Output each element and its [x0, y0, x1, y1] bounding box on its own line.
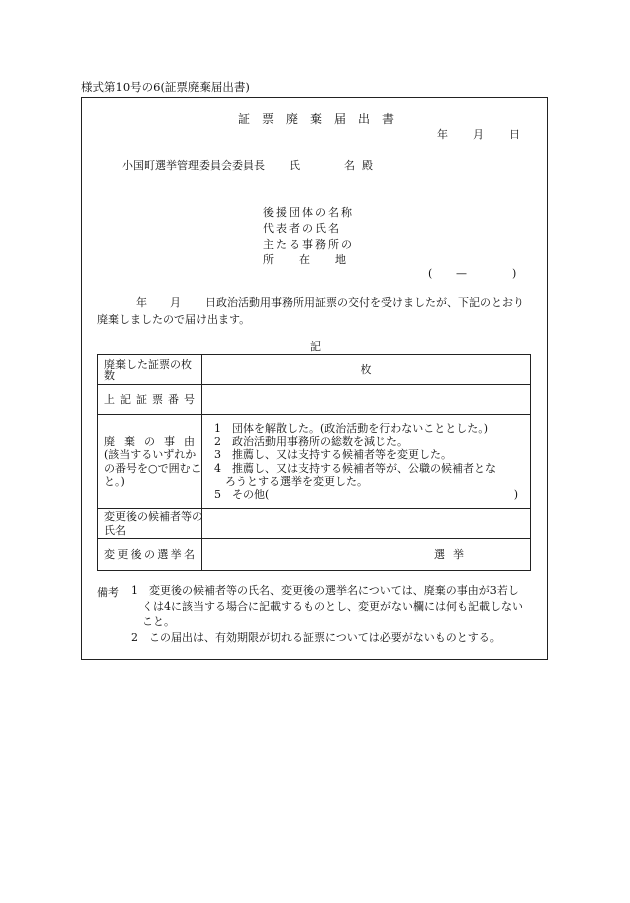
reason-note-line: (該当するいずれか — [104, 448, 197, 462]
addressee-dono: 殿 — [362, 159, 373, 172]
candidate-label-line-2: 氏名 — [104, 523, 126, 537]
count-label: 廃棄した証票の枚数 — [98, 355, 202, 385]
note-line: 2 この届出は、有効期限が切れる証票については必要がないものとする。 — [131, 630, 501, 644]
table-row-number — [98, 385, 531, 415]
reason-option-4[interactable]: 4 推薦し、又は支持する候補者等が、公職の候補者とな — [214, 461, 496, 475]
count-cell — [202, 355, 531, 385]
table-row-count — [98, 355, 531, 385]
body-year: 年 — [136, 296, 147, 309]
reason-options-cell — [202, 415, 531, 509]
candidate-label-line-1: 変更後の候補者等の — [104, 509, 203, 523]
number-label-cell — [98, 385, 202, 415]
table-row-reason — [98, 415, 531, 509]
election-unit: 選挙 — [434, 548, 472, 561]
reason-option-4-cont: ろうとする選挙を変更した。 — [214, 474, 368, 488]
date-day-label: 日 — [509, 128, 520, 141]
count-unit: 枚 — [360, 363, 372, 376]
form-label: 様式第10号の6(証票廃棄届出書) — [81, 80, 250, 94]
number-label: 上 記 証 票 番 号 — [104, 393, 195, 406]
reason-option-5-line[interactable] — [214, 488, 524, 501]
reason-option-2[interactable]: 2 政治活動用事務所の総数を減じた。 — [214, 434, 408, 448]
body-line-2: 廃棄しましたので届け出ます。 — [97, 313, 251, 326]
applicant-address-label: 所在地 — [263, 253, 371, 266]
number-cell — [202, 385, 531, 415]
details-table — [97, 354, 531, 571]
applicant-rep-name-label: 代表者の氏名 — [263, 222, 341, 235]
reason-option-3[interactable]: 3 推薦し、又は支持する候補者等を変更した。 — [214, 448, 452, 462]
reason-option-5: 5 その他( — [214, 488, 270, 502]
phone-open-paren: ( — [428, 267, 433, 280]
election-label: 変 更 後 の 選 挙 名 — [104, 548, 195, 561]
notes-body — [131, 583, 523, 645]
note-line: くは4に該当する場合に記載するものとし、変更がない欄には何も記載しない — [131, 599, 523, 613]
note-line: 1 変更後の候補者等の氏名、変更後の選挙名については、廃棄の事由が3若し — [131, 584, 519, 597]
election-cell — [202, 539, 531, 571]
candidate-label-cell — [98, 509, 202, 539]
applicant-org-name-label: 後援団体の名称 — [263, 206, 354, 219]
reason-note-line: と。) — [104, 474, 125, 488]
reason-note-line: の番号を○で囲むこ — [104, 461, 202, 475]
date-month-label: 月 — [473, 128, 484, 141]
notes-heading: 備考 — [97, 586, 119, 599]
addressee-office: 小国町選挙管理委員会委員長 — [122, 159, 265, 172]
table-row-candidate — [98, 509, 531, 539]
phone-dash: — — [456, 267, 467, 280]
applicant-office-label: 主たる事務所の — [263, 238, 354, 251]
body-line-1: 日政治活動用事務所用証票の交付を受けましたが、下記のとおり — [205, 296, 524, 309]
addressee-mei: 名 — [344, 159, 355, 172]
reason-label: 廃棄の事由 — [104, 434, 204, 448]
table-row-election — [98, 539, 531, 571]
note-line: こと。 — [131, 615, 175, 628]
reason-label-cell — [98, 415, 202, 509]
document-title: 証票廃棄届出書 — [238, 112, 407, 126]
ki-heading: 記 — [310, 340, 321, 353]
phone-close-paren: ) — [512, 267, 517, 280]
candidate-cell — [202, 509, 531, 539]
election-label-cell — [98, 539, 202, 571]
reason-option-1[interactable]: 1 団体を解散した。(政治活動を行わないこととした。) — [214, 421, 489, 435]
reason-other-close: ) — [513, 488, 518, 502]
date-year-label: 年 — [437, 128, 448, 141]
addressee-shi: 氏 — [289, 159, 300, 172]
body-month: 月 — [170, 296, 181, 309]
